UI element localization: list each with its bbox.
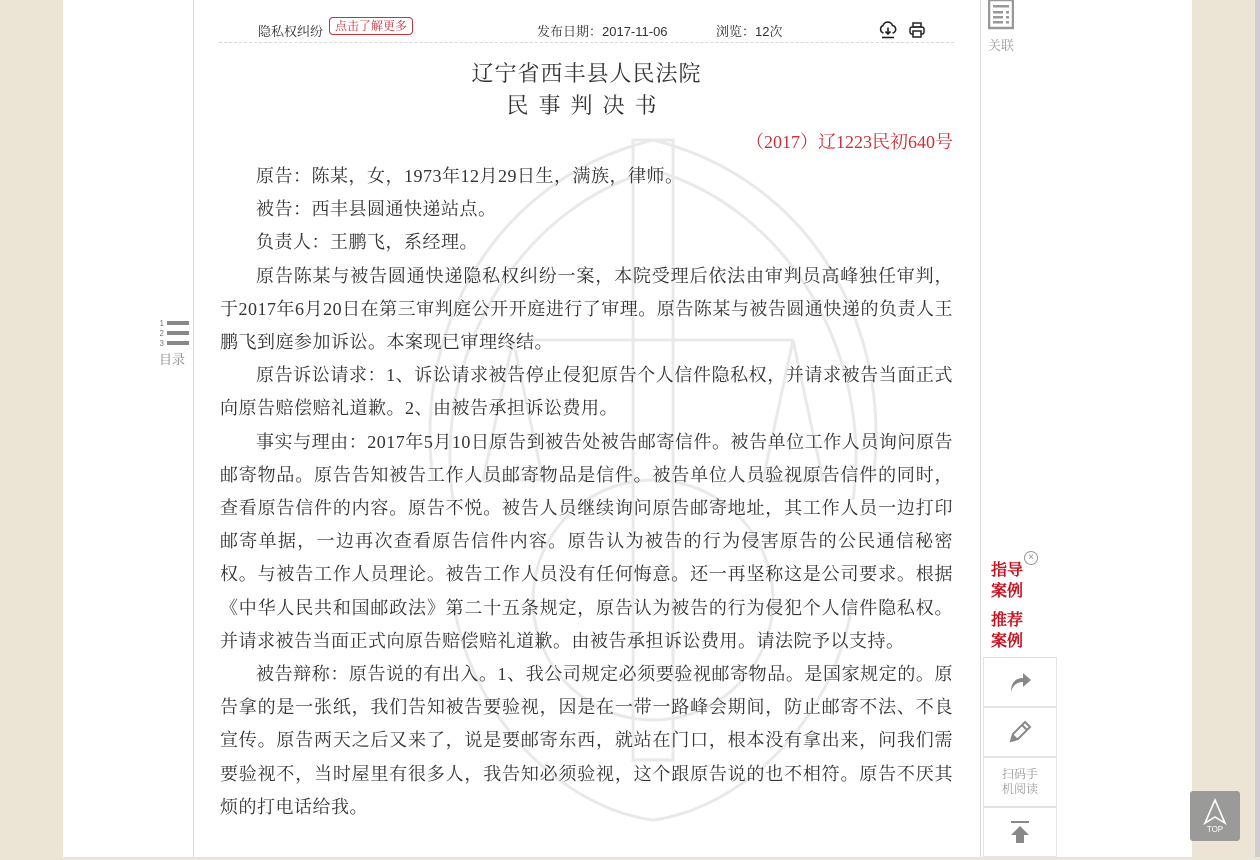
paragraph: 负责人：王鹏飞，系经理。 (256, 232, 478, 253)
list-numbered-icon (154, 318, 190, 348)
recommended-cases-link[interactable]: 推荐案例 (991, 612, 1024, 650)
publish-date: 发布日期：2017-11-06 (537, 24, 668, 39)
paragraph: 原告陈某与被告圆通快递隐私权纠纷一案，本院受理后依法由审判员高峰独任审判，于2017年6月20日在第三审判庭公开开庭进行了审理。原告陈某与被告圆通快递的负责人王鹏飞到庭参加诉讼。本案现已审理终结。 (220, 265, 953, 353)
view-count: 浏览：12次 (716, 24, 783, 39)
table-of-contents-button[interactable] (154, 318, 190, 368)
case-number: （2017）辽1223民初640号 (746, 132, 953, 152)
related-label: 关联 (987, 38, 1014, 53)
edit-button[interactable] (983, 707, 1057, 757)
case-type: 隐私权纠纷 (258, 24, 324, 39)
paragraph: 事实与理由：2017年5月10日原告到被告处被告邮寄信件。被告单位工作人员询问原告邮寄物品。原告告知被告工作人员邮寄物品是信件。被告单位人员验视原告信件的同时，查看原告信件的内容。原告不悦。被告人员继续询问原告邮寄地址，其工作人员一边打印邮寄单据，一边再次查看原告信件内容。原告认为被告的行为侵害原告的公民通信秘密权。与被告工作人员理论。被告工作人员没有任何悔意。还一再坚称这是公司要求。根据《中华人民共和国邮政法》第二十五条规定，原告认为被告的行为侵犯个人信件隐私权。并请求被告当面正式向原告赔偿赔礼道歉。由被告承担诉讼费用。请法院予以支持。 (220, 431, 953, 651)
judgment-document (220, 58, 953, 824)
page-scrollbar[interactable] (1255, 0, 1260, 857)
page-container (63, 0, 1192, 857)
paragraph: 被告：西丰县圆通快递站点。 (256, 199, 497, 220)
toc-num: 1 (159, 318, 164, 328)
document-list-icon (988, 0, 1014, 30)
related-button[interactable] (987, 0, 1015, 54)
download-icon[interactable] (879, 21, 897, 39)
share-button[interactable] (983, 657, 1057, 707)
paragraph: 被告辩称：原告说的有出入。1、我公司规定必须要验视邮寄物品。是国家规定的。原告拿的是一张纸，我们告知被告要验视，因是在一带一路峰会期间，防止邮寄不法、不良宣传。原告两天之后又来了，说是要邮寄东西，就站在门口，根本没有拿出来，问我们需要验视不，当时屋里有很多人，我告知必须验视，这个跟原告说的也不相符。原告不厌其烦的打电话给我。 (220, 664, 953, 817)
back-to-top-button[interactable] (1190, 791, 1240, 841)
print-icon[interactable] (908, 21, 926, 39)
paragraph: 原告：陈某，女，1973年12月29日生，满族，律师。 (256, 166, 684, 186)
left-divider (193, 0, 194, 857)
back-to-top-side-button[interactable] (983, 807, 1057, 857)
court-name: 辽宁省西丰县人民法院 (471, 61, 702, 86)
share-icon (1008, 670, 1032, 694)
scan-qr-button[interactable] (983, 757, 1057, 807)
toc-num: 3 (159, 338, 164, 348)
document-type: 民事判决书 (506, 93, 667, 118)
close-icon[interactable]: × (1024, 551, 1038, 565)
right-divider (980, 0, 981, 857)
learn-more-button[interactable]: 点击了解更多 (329, 17, 413, 35)
pencil-icon (1007, 719, 1033, 745)
toc-num: 2 (159, 328, 164, 338)
toc-label: 目录 (158, 352, 185, 367)
scan-qr-label: 扫码手机阅读 (1001, 767, 1038, 796)
document-info-bar (219, 14, 954, 43)
arrow-top-icon (1190, 791, 1240, 841)
guide-cases-link[interactable]: 指导案例 (991, 562, 1024, 600)
svg-text:TOP: TOP (1206, 825, 1224, 834)
arrow-up-icon (1008, 819, 1032, 845)
paragraph: 原告诉讼请求：1、诉讼请求被告停止侵犯原告个人信件隐私权，并请求被告当面正式向原告赔偿赔礼道歉。2、由被告承担诉讼费用。 (220, 365, 953, 419)
